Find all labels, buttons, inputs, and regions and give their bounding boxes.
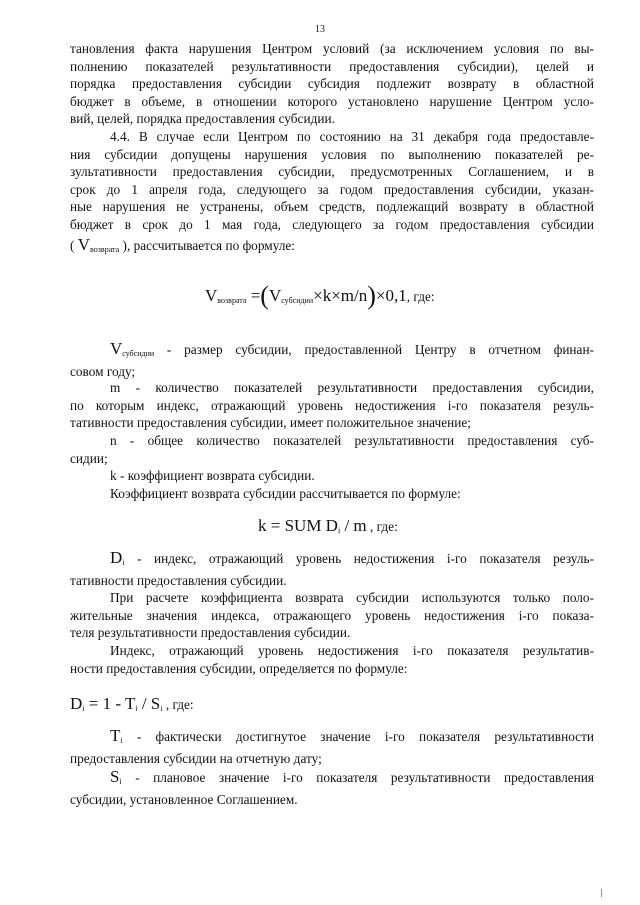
text-line: бюджет в объеме, в отношении которого установлено нарушение Центром усло- — [70, 93, 594, 109]
text-line: тативности предоставления субсидии, имеет положительное значение; — [70, 415, 471, 431]
text-line: m - количество показателей результативности предоставления субсидии, — [110, 380, 594, 395]
text-line: ности предоставления субсидии, определяется по формуле: — [70, 660, 408, 676]
text-line: сидии; — [70, 450, 108, 466]
definition-s-i — [70, 768, 594, 808]
text-line: вий, целей, порядка предоставления субсидии. — [70, 111, 335, 127]
text-line: ния субсидии допущены нарушения условия по выполнению показателей ре- — [70, 146, 594, 162]
page-number: 13 — [315, 24, 325, 35]
definition-m — [70, 379, 594, 432]
text-line: предоставления субсидии на отчетную дату; — [70, 750, 322, 766]
text-line: тановления факта нарушения Центром условий (за исключением условия по вы- — [70, 41, 594, 56]
definition-d-i — [70, 549, 594, 589]
text-line: жительные значения индекса, отражающего уровень недостижения i-го показа- — [70, 607, 594, 623]
scan-mark — [601, 889, 602, 897]
text-line: Коэффициент возврата субсидии рассчитывается по формуле: — [110, 486, 461, 501]
text-line: ( $V_{возврата}$ ), рассчитывается по формуле: — [70, 235, 295, 254]
text-line: бюджет в срок до 1 мая года, следующего за годом предоставления субсидии — [70, 216, 594, 232]
text-line: 4.4. В случае если Центром по состоянию на 31 декабря года предоставле- — [110, 129, 594, 144]
text-line: совом году; — [70, 363, 136, 379]
paragraph-violation-continuation — [70, 40, 594, 128]
text-line: $V_{субсидии}$ - размер субсидии, предоставленной Центру в отчетном финан- — [110, 339, 594, 358]
text-line: Индекс, отражающий уровень недостижения i-го показателя результатив- — [110, 643, 594, 658]
k-formula-intro — [70, 485, 594, 503]
definition-t-i — [70, 727, 594, 767]
definition-k — [70, 467, 594, 485]
text-line: $T_i$ - фактически достигнутое значение i-го показателя результативности — [110, 726, 594, 745]
formula-d-i: $D_i = 1 - T_i / S_i$ , где: — [70, 694, 194, 713]
paragraph-positive-values — [70, 589, 594, 642]
definition-n — [70, 432, 594, 467]
text-line: срок до 1 апреля года, следующего за годом предоставления субсидии, указан- — [70, 181, 594, 197]
text-line: При расчете коэффициента возврата субсидии используются только поло- — [110, 590, 594, 605]
text-line: $S_i$ - плановое значение i-го показателя результативности предоставления — [110, 767, 594, 786]
formula-v-return: $V_{возврата} =(V_{субсидии}\times k\times m/n)\times 0,1$, где: — [205, 281, 435, 310]
definition-v-subsidy — [70, 340, 594, 380]
text-line: порядка предоставления субсидии субсидия подлежит возврату в областной — [70, 76, 594, 92]
text-line: тативности предоставления субсидии. — [70, 572, 287, 588]
text-line: зультативности предоставления субсидии, предусмотренных Соглашением, и в — [70, 164, 594, 180]
text-line: теля результативности предоставления субсидии. — [70, 625, 351, 641]
paragraph-index-formula — [70, 642, 594, 677]
v-return-intro — [70, 236, 594, 259]
text-line: k - коэффициент возврата субсидии. — [110, 468, 315, 483]
text-line: по которым индекс, отражающий уровень недостижения i-го показателя резуль- — [70, 397, 594, 413]
formula-k: k = SUM $D_i$ / m , где: — [258, 516, 398, 535]
text-line: n - общее количество показателей результативности предоставления суб- — [110, 433, 594, 448]
paragraph-4-4 — [70, 128, 594, 234]
text-line: субсидии, установленное Соглашением. — [70, 791, 298, 807]
text-line: полнению показателей результативности предоставления субсидии), целей и — [70, 58, 594, 74]
text-line: ные нарушения не устранены, объем средств, подлежащий возврату в областной — [70, 199, 594, 215]
text-line: $D_i$ - индекс, отражающий уровень недостижения i-го показателя резуль- — [110, 548, 594, 567]
